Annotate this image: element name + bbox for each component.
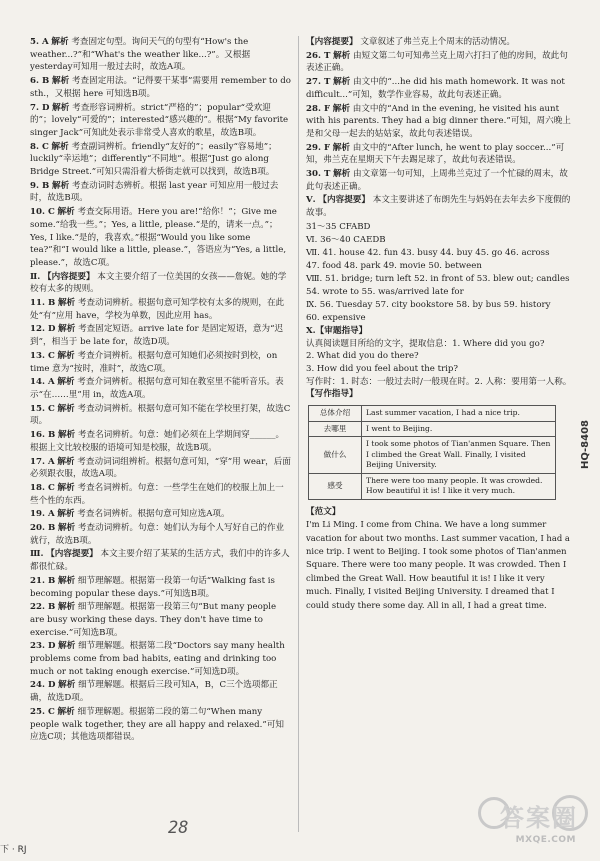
explanation-text: 本文主要介绍了一位美国的女孩——詹妮。她的学校有太多的规则。 <box>30 271 287 295</box>
question-number: 14. A <box>30 377 55 388</box>
explanation-text: 由文中的“After lunch, he went to play soccer...”可知，弗兰克在星期天下午去踢足球了，故此句表述错误。 <box>306 142 565 166</box>
answer-block <box>306 221 572 325</box>
table-cell-value: I went to Beijing. <box>362 421 556 437</box>
explanation-label: 解析 <box>333 50 351 61</box>
explanation-item <box>30 601 292 639</box>
writing-guide-title: 【写作指导】 <box>306 389 358 400</box>
page-number: 28 <box>168 818 189 838</box>
question-number: 19. A <box>30 509 55 520</box>
explanation-item <box>30 482 292 507</box>
column-divider <box>298 36 299 832</box>
explanation-item <box>30 206 292 270</box>
explanation-label: 解析 <box>57 509 75 520</box>
table-row <box>309 473 556 499</box>
explanation-text: 考查副词辨析。friendly“友好的”；easily“容易地”；luckily“幸运地”；differently“不同地”。根据“Just go along Bridge Street.”可知只需沿着大桥街走就可以找到，故选B项。 <box>30 141 277 178</box>
explanation-text: 考查名词辨析。句意：一些学生在她们的校服上加上一些个性的东西。 <box>30 482 284 506</box>
table-cell-key: 做什么 <box>309 437 362 474</box>
watermark-logo <box>474 795 586 847</box>
explanation-label: 解析 <box>51 76 70 87</box>
answer-row: 47. food 48. park 49. movie 50. between <box>306 260 482 271</box>
table-row <box>309 406 556 422</box>
model-essay: I'm Li Ming. I come from China. We have a long summer vacation for about two months. Last summer vacation, I had a nice trip. I went to Beijing. I took some photos of Tian'anmen Square. There were too many people. It was crowded. Then I climbed the Great Wall. How beautiful it is! I like it very much. Finally, I visited Beijing University. I dreamed that I could study there some day. All in all, I had a great time. <box>306 519 570 610</box>
question-number: 16. B <box>30 430 56 441</box>
explanation-label: 【内容提要】 <box>306 37 358 47</box>
answer-row: 31～35 CFABD <box>306 221 371 232</box>
explanation-text: 考查交际用语。Here you are!“给你！”；Give me some.“给我一些。”；Yes, a little, please.“是的，请来一点。”；Yes, I like.“是的，我喜欢。”根据“Would you like some tea?”和“I would like a little, please.”，答语应为“Yes, a little, please.”，故选C项。 <box>30 207 287 268</box>
right-column <box>306 36 572 612</box>
explanation-text: 本文主要介绍了某某的生活方式，我们中的许多人都很忙碌。 <box>30 549 290 573</box>
explanation-label: 解析 <box>57 575 76 586</box>
explanation-item <box>30 376 292 401</box>
answer-row: 54. wrote to 55. was/arrived late for <box>306 286 464 297</box>
question-number: 26. T <box>306 50 331 61</box>
explanation-label: 解析 <box>57 403 75 414</box>
explanation-label: 解析 <box>57 298 76 309</box>
explanation-item <box>306 142 572 167</box>
explanation-label: 解析 <box>57 207 75 218</box>
explanation-item <box>30 323 292 348</box>
explanation-item <box>306 194 572 219</box>
explanation-label: 解析 <box>57 456 75 467</box>
question-number: 8. C <box>30 141 49 152</box>
table-cell-key: 去哪里 <box>309 421 362 437</box>
answer-row: Ⅶ. 41. house 42. fun 43. busy 44. buy 45. go 46. across <box>306 247 550 258</box>
explanation-item <box>30 180 292 205</box>
explanation-text: 考查固定句型。询问天气的句型有“How's the weather...?”和“What's the weather like...?”。又根据yesterday可知用一般过去时，故选A项。 <box>30 37 251 73</box>
explanation-item <box>30 575 292 600</box>
explanation-item <box>30 429 292 454</box>
question-number: 28. F <box>306 103 331 114</box>
table-row <box>309 437 556 474</box>
explanation-label: 解析 <box>332 142 350 153</box>
explanation-label: 解析 <box>57 430 76 441</box>
explanation-text: 考查动词辨析。根据句意可知学校有太多的规则，在此处“有”应用 have，学校为单数，因此应用 has。 <box>30 298 285 321</box>
question-number: 30. T <box>306 169 331 180</box>
question-number: 10. C <box>30 207 55 218</box>
explanation-text: 由文章第一句可知，上周弗兰克过了一个忙碌的周末，故此句表述正确。 <box>306 169 568 192</box>
table-cell-value: Last summer vacation, I had a nice trip. <box>362 406 556 422</box>
explanation-item <box>30 706 292 744</box>
answer-row: Ⅸ. 56. Tuesday 57. city bookstore 58. by bus 59. history <box>306 299 551 310</box>
writing-question-3: 3. How did you feel about the trip? <box>306 363 459 374</box>
explanation-item <box>30 403 292 428</box>
explanation-item <box>30 297 292 322</box>
explanation-text: 考查动词辨析。根据句意可知不能在学校里打架，故选C项。 <box>30 403 291 427</box>
explanation-item <box>30 640 292 678</box>
watermark-cn: 答案圈 <box>500 803 578 832</box>
explanation-item <box>30 508 292 521</box>
explanation-item <box>30 102 292 140</box>
right-explanations <box>306 36 572 220</box>
question-number: Ⅴ. <box>306 195 316 206</box>
explanation-label: 解析 <box>333 77 351 88</box>
explanation-text: 考查动词时态辨析。根据 last year 可知应用一般过去时，故选B项。 <box>30 180 279 204</box>
explanation-text: 考查名词辨析。根据句意可知应选A项。 <box>77 509 230 520</box>
explanation-label: 解析 <box>333 169 351 180</box>
explanation-item <box>30 679 292 704</box>
table-row <box>309 421 556 437</box>
explanation-label: 【内容提要】 <box>46 549 98 560</box>
explanation-item <box>306 168 572 193</box>
watermark-text: MXQE.COM <box>515 835 576 845</box>
explanation-label: 解析 <box>58 680 76 691</box>
explanation-text: 由文中的“...he did his math homework. It was not difficult...”可知，数学作业容易，故此句表述正确。 <box>306 77 565 100</box>
explanation-item <box>30 141 292 179</box>
explanation-label: 【内容提要】 <box>42 271 95 282</box>
writing-tips: 写作时：1. 时态：一般过去时/一般现在时。2. 人称：要用第一人称。 <box>306 376 572 387</box>
explanation-label: 解析 <box>57 602 76 613</box>
explanation-text: 细节理解题。根据第二段“Doctors say many health problems come from bad habits, eating and drinking too much or not taking enough exercise.”可知选D项。 <box>30 641 285 677</box>
explanation-label: 解析 <box>57 350 75 361</box>
explanation-label: 解析 <box>52 102 70 113</box>
footer-edition: 下 · RJ <box>0 845 27 855</box>
explanation-item <box>306 36 572 49</box>
explanation-text: 考查形容词辨析。strict“严格的”；popular“受欢迎的”；lovely“可爱的”；interested“感兴趣的”。根据“My favorite singer Jack”可知此处表示非常受人喜欢的歌星，故选B项。 <box>30 102 289 138</box>
explanation-item <box>30 36 292 74</box>
writing-section-title: Ⅹ.【审题指导】 <box>306 325 368 336</box>
essay-title: 【范文】 <box>306 506 341 517</box>
explanation-text: 细节理解题。根据第二段的第二句“When many people walk together, they are all happy and relaxed.”可知应选C项；其他选项都错误。 <box>30 706 284 743</box>
table-cell-value: There were too many people. It was crowded. How beautiful it is! I like it very much. <box>362 473 556 499</box>
explanation-item <box>30 548 292 573</box>
explanation-text: 考查介词辨析。根据句意可知在教室里不能听音乐。表示“在……里”用 in，故选A项。 <box>30 377 284 400</box>
explanation-item <box>306 103 572 141</box>
explanation-label: 【内容提要】 <box>318 195 370 206</box>
question-number: 22. B <box>30 602 56 613</box>
table-cell-value: I took some photos of Tian'anmen Square. Then I climbed the Great Wall. Finally, I visited Beijing University. <box>362 437 556 474</box>
explanation-label: 解析 <box>57 377 75 388</box>
table-cell-key: 感受 <box>309 473 362 499</box>
question-number: 25. C <box>30 706 55 717</box>
explanation-text: 本文主要讲述了布朗先生与妈妈在去年去乡下度假的故事。 <box>306 195 571 219</box>
explanation-text: 考查名词辨析。句意：她们必须在上学期间穿______。根据上文比较校服的语境可知是校服，故选B项。 <box>30 430 285 453</box>
explanation-text: 细节理解题。根据后三段可知A，B，C三个选项都正确，故选D项。 <box>30 680 278 704</box>
explanation-label: 解析 <box>332 103 350 114</box>
question-number: 15. C <box>30 403 55 414</box>
explanation-text: 考查固定用法。“记得要干某事”需要用 remember to do sth.，又根据 here 可知选B项。 <box>30 76 291 99</box>
question-number: 23. D <box>30 641 56 652</box>
side-code: HQ-8408 <box>580 420 591 470</box>
explanation-label: 解析 <box>51 141 69 152</box>
explanation-item <box>30 271 292 296</box>
question-number: 18. C <box>30 482 55 493</box>
explanation-text: 细节理解题。根据第一段第三句“But many people are busy working these days. They don't have time to exercise.”可知选B项。 <box>30 602 277 638</box>
explanation-text: 由短文第二句可知弗兰克上周六打扫了他的房间，故此句表述正确。 <box>306 50 568 74</box>
question-number: 29. F <box>306 142 331 153</box>
question-number: 11. B <box>30 298 56 309</box>
question-number: 21. B <box>30 575 56 586</box>
explanation-text: 由文中的“And in the evening, he visited his aunt with his parents. They had a big dinner there.”可知，周六晚上是和父母一起去的姑姑家，故此句表述错误。 <box>306 103 571 139</box>
question-number: Ⅱ. <box>30 271 41 282</box>
explanation-text: 考查动词词组辨析。根据句意可知，“穿”用 wear，后面必须跟衣服，故选A项。 <box>30 456 291 480</box>
left-column <box>30 36 292 745</box>
explanation-text: 考查介词辨析。根据句意可知她们必须按时到校，on time 意为“按时，准时”，故选C项。 <box>30 350 278 374</box>
explanation-label: 解析 <box>51 37 69 47</box>
writing-section <box>306 325 572 612</box>
question-number: 20. B <box>30 523 56 534</box>
writing-guide-table <box>308 405 556 500</box>
explanation-item <box>30 522 292 547</box>
explanation-item <box>30 75 292 100</box>
question-number: Ⅲ. <box>30 549 44 560</box>
explanation-text: 考查固定短语。arrive late for 是固定短语，意为“迟到”，相当于 be late for，故选D项。 <box>30 324 284 348</box>
question-number: 24. D <box>30 680 56 691</box>
question-number: 13. C <box>30 350 55 361</box>
answer-row: 60. expensive <box>306 312 366 323</box>
explanation-label: 解析 <box>58 641 76 652</box>
question-number: 27. T <box>306 77 331 88</box>
writing-intro: 认真阅读题目所给的文字，提取信息：1. Where did you go? <box>306 338 545 349</box>
question-number: 7. D <box>30 102 50 113</box>
question-number: 9. B <box>30 180 50 191</box>
explanation-item <box>30 350 292 375</box>
explanation-label: 解析 <box>57 523 76 534</box>
explanation-item <box>306 76 572 101</box>
explanation-text: 细节理解题。根据第一段第一句话“Walking fast is becoming popular these days.”可知选B项。 <box>30 575 275 599</box>
question-number: 6. B <box>30 76 50 87</box>
explanation-label: 解析 <box>58 324 76 335</box>
question-number: 17. A <box>30 456 55 467</box>
explanation-item <box>306 50 572 75</box>
explanation-text: 文章叙述了弗兰克上个周末的活动情况。 <box>360 37 516 47</box>
question-number: 12. D <box>30 324 56 335</box>
writing-question-2: 2. What did you do there? <box>306 351 419 362</box>
question-number: 5. A <box>30 37 49 47</box>
explanation-label: 解析 <box>51 180 70 191</box>
explanation-item <box>30 456 292 481</box>
answer-row: Ⅵ. 36～40 CAEDB <box>306 234 386 245</box>
explanation-label: 解析 <box>57 482 75 493</box>
answer-row: Ⅷ. 51. bridge; turn left 52. in front of 53. blew out; candles <box>306 273 570 284</box>
table-cell-key: 总体介绍 <box>309 406 362 422</box>
explanation-text: 考查动词辨析。句意：她们认为每个人写好自己的作业就行，故选B项。 <box>30 523 285 546</box>
explanation-label: 解析 <box>57 706 75 717</box>
